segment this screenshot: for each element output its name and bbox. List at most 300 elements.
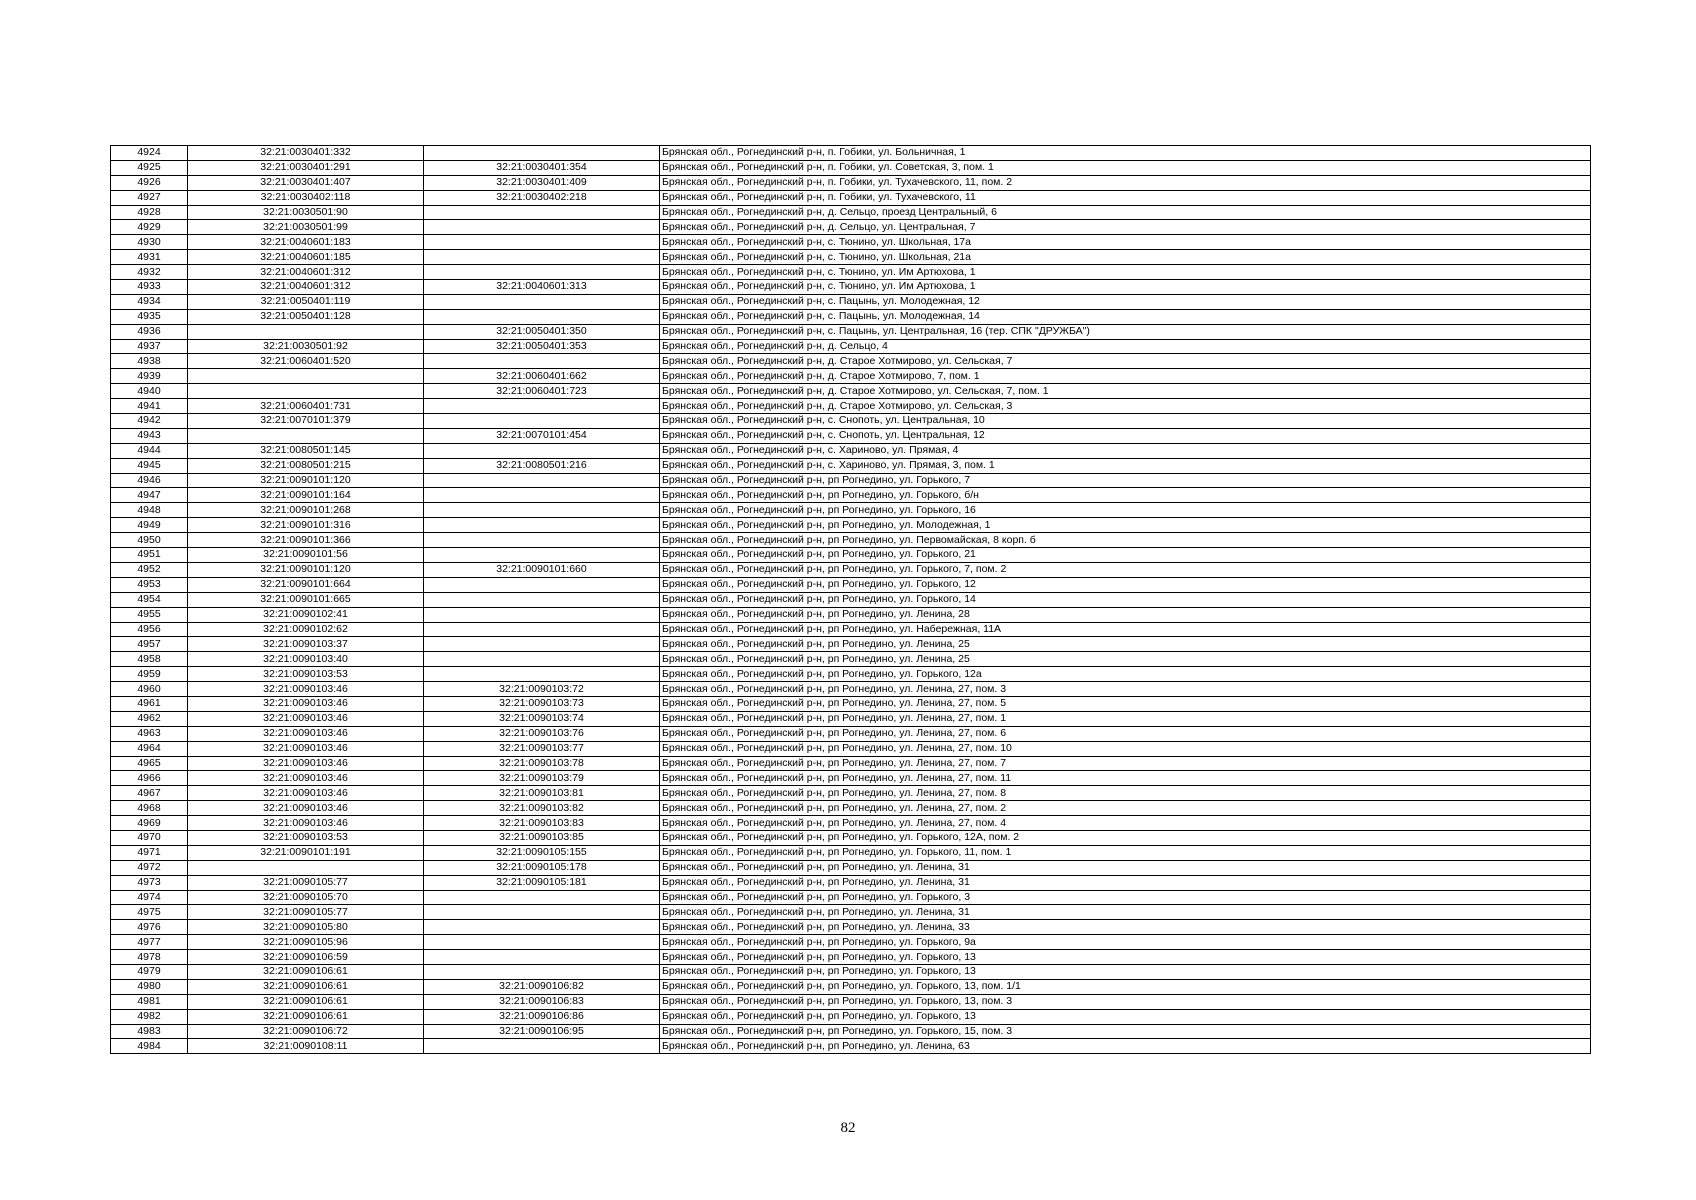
cadastral-number: 32:21:0030401:407 [188, 175, 424, 190]
address: Брянская обл., Рогнединский р-н, с. Пацынь, ул. Молодежная, 14 [660, 309, 1591, 324]
cadastral-number: 32:21:0030401:291 [188, 160, 424, 175]
row-number: 4954 [111, 592, 188, 607]
object-cadastral-number [424, 235, 660, 250]
table-row [111, 875, 1591, 890]
row-number: 4938 [111, 354, 188, 369]
table-row [111, 473, 1591, 488]
object-cadastral-number [424, 964, 660, 979]
table-row [111, 280, 1591, 295]
address: Брянская обл., Рогнединский р-н, д. Старое Хотмирово, ул. Сельская, 7, пом. 1 [660, 384, 1591, 399]
table-row [111, 190, 1591, 205]
cadastral-number: 32:21:0040601:312 [188, 265, 424, 280]
row-number: 4953 [111, 577, 188, 592]
address: Брянская обл., Рогнединский р-н, рп Рогнедино, ул. Горького, 12А, пом. 2 [660, 830, 1591, 845]
address: Брянская обл., Рогнединский р-н, рп Рогнедино, ул. Горького, 13 [660, 950, 1591, 965]
table-row [111, 801, 1591, 816]
table-row [111, 771, 1591, 786]
row-number: 4970 [111, 830, 188, 845]
table-row [111, 235, 1591, 250]
object-cadastral-number [424, 533, 660, 548]
row-number: 4974 [111, 890, 188, 905]
table-row [111, 935, 1591, 950]
cadastral-number: 32:21:0060401:520 [188, 354, 424, 369]
object-cadastral-number: 32:21:0080501:216 [424, 458, 660, 473]
cadastral-number: 32:21:0030501:90 [188, 205, 424, 220]
row-number: 4957 [111, 637, 188, 652]
address: Брянская обл., Рогнединский р-н, рп Рогнедино, ул. Горького, 9а [660, 935, 1591, 950]
address: Брянская обл., Рогнединский р-н, рп Рогнедино, ул. Горького, 12 [660, 577, 1591, 592]
object-cadastral-number: 32:21:0090101:660 [424, 562, 660, 577]
table-row [111, 711, 1591, 726]
row-number: 4983 [111, 1024, 188, 1039]
row-number: 4931 [111, 250, 188, 265]
table-row [111, 994, 1591, 1009]
address: Брянская обл., Рогнединский р-н, рп Рогнедино, ул. Горького, 13 [660, 964, 1591, 979]
cadastral-number [188, 324, 424, 339]
cadastral-number: 32:21:0060401:731 [188, 399, 424, 414]
address: Брянская обл., Рогнединский р-н, рп Рогнедино, ул. Горького, 15, пом. 3 [660, 1024, 1591, 1039]
address: Брянская обл., Рогнединский р-н, рп Рогнедино, ул. Ленина, 27, пом. 6 [660, 726, 1591, 741]
cadastral-number: 32:21:0090105:77 [188, 875, 424, 890]
address: Брянская обл., Рогнединский р-н, рп Рогнедино, ул. Первомайская, 8 корп. б [660, 533, 1591, 548]
table-row [111, 950, 1591, 965]
table-row [111, 205, 1591, 220]
table-row [111, 622, 1591, 637]
object-cadastral-number [424, 592, 660, 607]
row-number: 4942 [111, 414, 188, 429]
row-number: 4941 [111, 399, 188, 414]
object-cadastral-number [424, 890, 660, 905]
address: Брянская обл., Рогнединский р-н, рп Рогнедино, ул. Набережная, 11А [660, 622, 1591, 637]
object-cadastral-number [424, 637, 660, 652]
row-number: 4956 [111, 622, 188, 637]
table-row [111, 860, 1591, 875]
address: Брянская обл., Рогнединский р-н, рп Рогнедино, ул. Горького, 11, пом. 1 [660, 845, 1591, 860]
row-number: 4932 [111, 265, 188, 280]
object-cadastral-number: 32:21:0050401:353 [424, 339, 660, 354]
cadastral-number: 32:21:0090103:53 [188, 830, 424, 845]
address: Брянская обл., Рогнединский р-н, рп Рогнедино, ул. Горького, 13, пом. 1/1 [660, 979, 1591, 994]
table-row [111, 1009, 1591, 1024]
table-row [111, 741, 1591, 756]
address: Брянская обл., Рогнединский р-н, рп Рогнедино, ул. Ленина, 31 [660, 860, 1591, 875]
cadastral-number: 32:21:0090103:37 [188, 637, 424, 652]
table-row [111, 309, 1591, 324]
object-cadastral-number: 32:21:0060401:723 [424, 384, 660, 399]
row-number: 4963 [111, 726, 188, 741]
address: Брянская обл., Рогнединский р-н, с. Хариново, ул. Прямая, 3, пом. 1 [660, 458, 1591, 473]
cadastral-number: 32:21:0030501:99 [188, 220, 424, 235]
row-number: 4948 [111, 503, 188, 518]
object-cadastral-number: 32:21:0050401:350 [424, 324, 660, 339]
cadastral-number: 32:21:0090101:120 [188, 473, 424, 488]
object-cadastral-number [424, 518, 660, 533]
row-number: 4952 [111, 562, 188, 577]
table-body [111, 146, 1591, 1054]
table-row [111, 964, 1591, 979]
cadastral-number: 32:21:0090105:96 [188, 935, 424, 950]
row-number: 4937 [111, 339, 188, 354]
row-number: 4940 [111, 384, 188, 399]
object-cadastral-number: 32:21:0090103:83 [424, 816, 660, 831]
row-number: 4975 [111, 905, 188, 920]
cadastral-number: 32:21:0090106:61 [188, 979, 424, 994]
cadastral-number: 32:21:0090105:70 [188, 890, 424, 905]
row-number: 4939 [111, 369, 188, 384]
row-number: 4955 [111, 607, 188, 622]
object-cadastral-number: 32:21:0090106:82 [424, 979, 660, 994]
address: Брянская обл., Рогнединский р-н, рп Рогнедино, ул. Ленина, 31 [660, 905, 1591, 920]
table-row [111, 533, 1591, 548]
property-register-table [110, 145, 1591, 1054]
cadastral-number [188, 860, 424, 875]
address: Брянская обл., Рогнединский р-н, с. Тюнино, ул. Школьная, 21а [660, 250, 1591, 265]
object-cadastral-number: 32:21:0030402:218 [424, 190, 660, 205]
table-row [111, 920, 1591, 935]
row-number: 4967 [111, 786, 188, 801]
cadastral-number: 32:21:0090103:46 [188, 711, 424, 726]
table-row [111, 503, 1591, 518]
address: Брянская обл., Рогнединский р-н, рп Рогнедино, ул. Горького, 13, пом. 3 [660, 994, 1591, 1009]
address: Брянская обл., Рогнединский р-н, рп Рогнедино, ул. Горького, 7 [660, 473, 1591, 488]
table-row [111, 488, 1591, 503]
address: Брянская обл., Рогнединский р-н, рп Рогнедино, ул. Горького, 3 [660, 890, 1591, 905]
object-cadastral-number [424, 309, 660, 324]
address: Брянская обл., Рогнединский р-н, д. Сельцо, ул. Центральная, 7 [660, 220, 1591, 235]
cadastral-number: 32:21:0070101:379 [188, 414, 424, 429]
cadastral-number: 32:21:0090108:11 [188, 1039, 424, 1054]
address: Брянская обл., Рогнединский р-н, рп Рогнедино, ул. Горького, б/н [660, 488, 1591, 503]
object-cadastral-number: 32:21:0070101:454 [424, 428, 660, 443]
object-cadastral-number: 32:21:0090103:79 [424, 771, 660, 786]
address: Брянская обл., Рогнединский р-н, рп Рогнедино, ул. Ленина, 31 [660, 875, 1591, 890]
row-number: 4977 [111, 935, 188, 950]
address: Брянская обл., Рогнединский р-н, рп Рогнедино, ул. Ленина, 25 [660, 637, 1591, 652]
table-row [111, 667, 1591, 682]
object-cadastral-number [424, 265, 660, 280]
row-number: 4976 [111, 920, 188, 935]
object-cadastral-number: 32:21:0090105:181 [424, 875, 660, 890]
address: Брянская обл., Рогнединский р-н, рп Рогнедино, ул. Ленина, 63 [660, 1039, 1591, 1054]
cadastral-number: 32:21:0090101:120 [188, 562, 424, 577]
address: Брянская обл., Рогнединский р-н, рп Рогнедино, ул. Ленина, 27, пом. 7 [660, 756, 1591, 771]
cadastral-number [188, 369, 424, 384]
address: Брянская обл., Рогнединский р-н, рп Рогнедино, ул. Ленина, 27, пом. 2 [660, 801, 1591, 816]
address: Брянская обл., Рогнединский р-н, рп Рогнедино, ул. Горького, 13 [660, 1009, 1591, 1024]
table-row [111, 845, 1591, 860]
address: Брянская обл., Рогнединский р-н, с. Тюнино, ул. Школьная, 17а [660, 235, 1591, 250]
table-row [111, 562, 1591, 577]
object-cadastral-number [424, 443, 660, 458]
row-number: 4971 [111, 845, 188, 860]
cadastral-number: 32:21:0090103:46 [188, 771, 424, 786]
table-row [111, 890, 1591, 905]
object-cadastral-number [424, 146, 660, 161]
address: Брянская обл., Рогнединский р-н, рп Рогнедино, ул. Горького, 7, пом. 2 [660, 562, 1591, 577]
cadastral-number: 32:21:0080501:215 [188, 458, 424, 473]
object-cadastral-number [424, 577, 660, 592]
row-number: 4962 [111, 711, 188, 726]
table-row [111, 682, 1591, 697]
table-row [111, 220, 1591, 235]
cadastral-number: 32:21:0090101:164 [188, 488, 424, 503]
cadastral-number: 32:21:0090101:664 [188, 577, 424, 592]
table-row [111, 1039, 1591, 1054]
cadastral-number: 32:21:0090101:366 [188, 533, 424, 548]
address: Брянская обл., Рогнединский р-н, рп Рогнедино, ул. Ленина, 27, пом. 10 [660, 741, 1591, 756]
address: Брянская обл., Рогнединский р-н, рп Рогнедино, ул. Ленина, 25 [660, 652, 1591, 667]
row-number: 4959 [111, 667, 188, 682]
address: Брянская обл., Рогнединский р-н, с. Пацынь, ул. Центральная, 16 (тер. СПК "ДРУЖБА") [660, 324, 1591, 339]
cadastral-number: 32:21:0090106:72 [188, 1024, 424, 1039]
table-row [111, 786, 1591, 801]
object-cadastral-number [424, 652, 660, 667]
address: Брянская обл., Рогнединский р-н, д. Старое Хотмирово, ул. Сельская, 7 [660, 354, 1591, 369]
address: Брянская обл., Рогнединский р-н, с. Хариново, ул. Прямая, 4 [660, 443, 1591, 458]
row-number: 4978 [111, 950, 188, 965]
row-number: 4979 [111, 964, 188, 979]
object-cadastral-number: 32:21:0090105:155 [424, 845, 660, 860]
table-row [111, 146, 1591, 161]
cadastral-number: 32:21:0090103:46 [188, 726, 424, 741]
object-cadastral-number [424, 920, 660, 935]
object-cadastral-number [424, 503, 660, 518]
object-cadastral-number: 32:21:0090103:73 [424, 696, 660, 711]
object-cadastral-number: 32:21:0090103:81 [424, 786, 660, 801]
cadastral-number: 32:21:0090105:77 [188, 905, 424, 920]
row-number: 4980 [111, 979, 188, 994]
cadastral-number: 32:21:0050401:128 [188, 309, 424, 324]
table-row [111, 816, 1591, 831]
row-number: 4930 [111, 235, 188, 250]
cadastral-number: 32:21:0090101:665 [188, 592, 424, 607]
cadastral-number: 32:21:0090106:59 [188, 950, 424, 965]
address: Брянская обл., Рогнединский р-н, с. Снопоть, ул. Центральная, 10 [660, 414, 1591, 429]
address: Брянская обл., Рогнединский р-н, с. Снопоть, ул. Центральная, 12 [660, 428, 1591, 443]
address: Брянская обл., Рогнединский р-н, п. Гобики, ул. Тухачевского, 11, пом. 2 [660, 175, 1591, 190]
object-cadastral-number [424, 607, 660, 622]
cadastral-number: 32:21:0090106:61 [188, 1009, 424, 1024]
object-cadastral-number [424, 294, 660, 309]
table-row [111, 756, 1591, 771]
table-row [111, 652, 1591, 667]
row-number: 4984 [111, 1039, 188, 1054]
cadastral-number: 32:21:0090103:46 [188, 741, 424, 756]
object-cadastral-number [424, 250, 660, 265]
cadastral-number: 32:21:0090101:56 [188, 548, 424, 563]
object-cadastral-number: 32:21:0040601:313 [424, 280, 660, 295]
row-number: 4982 [111, 1009, 188, 1024]
address: Брянская обл., Рогнединский р-н, с. Пацынь, ул. Молодежная, 12 [660, 294, 1591, 309]
cadastral-number: 32:21:0090102:41 [188, 607, 424, 622]
page-number: 82 [840, 1120, 856, 1136]
cadastral-number: 32:21:0040601:183 [188, 235, 424, 250]
table-row [111, 339, 1591, 354]
address: Брянская обл., Рогнединский р-н, рп Рогнедино, ул. Горького, 21 [660, 548, 1591, 563]
table-row [111, 637, 1591, 652]
address: Брянская обл., Рогнединский р-н, рп Рогнедино, ул. Ленина, 27, пом. 3 [660, 682, 1591, 697]
row-number: 4981 [111, 994, 188, 1009]
table-row [111, 324, 1591, 339]
address: Брянская обл., Рогнединский р-н, п. Гобики, ул. Больничная, 1 [660, 146, 1591, 161]
address: Брянская обл., Рогнединский р-н, с. Тюнино, ул. Им Артюхова, 1 [660, 265, 1591, 280]
row-number: 4925 [111, 160, 188, 175]
cadastral-number: 32:21:0090103:46 [188, 801, 424, 816]
address: Брянская обл., Рогнединский р-н, рп Рогнедино, ул. Горького, 14 [660, 592, 1591, 607]
cadastral-number: 32:21:0090106:61 [188, 964, 424, 979]
object-cadastral-number: 32:21:0090103:76 [424, 726, 660, 741]
cadastral-number: 32:21:0090103:46 [188, 816, 424, 831]
address: Брянская обл., Рогнединский р-н, д. Сельцо, проезд Центральный, 6 [660, 205, 1591, 220]
address: Брянская обл., Рогнединский р-н, рп Рогнедино, ул. Горького, 16 [660, 503, 1591, 518]
table-row [111, 414, 1591, 429]
object-cadastral-number: 32:21:0090103:74 [424, 711, 660, 726]
cadastral-number: 32:21:0080501:145 [188, 443, 424, 458]
cadastral-number: 32:21:0040601:185 [188, 250, 424, 265]
row-number: 4961 [111, 696, 188, 711]
table-row [111, 979, 1591, 994]
table-row [111, 696, 1591, 711]
row-number: 4946 [111, 473, 188, 488]
row-number: 4947 [111, 488, 188, 503]
object-cadastral-number: 32:21:0090103:72 [424, 682, 660, 697]
row-number: 4927 [111, 190, 188, 205]
object-cadastral-number [424, 935, 660, 950]
cadastral-number: 32:21:0090103:46 [188, 696, 424, 711]
row-number: 4950 [111, 533, 188, 548]
row-number: 4964 [111, 741, 188, 756]
row-number: 4951 [111, 548, 188, 563]
table-row [111, 726, 1591, 741]
address: Брянская обл., Рогнединский р-н, рп Рогнедино, ул. Молодежная, 1 [660, 518, 1591, 533]
object-cadastral-number: 32:21:0090103:77 [424, 741, 660, 756]
cadastral-number [188, 428, 424, 443]
cadastral-number: 32:21:0090101:191 [188, 845, 424, 860]
table-row [111, 399, 1591, 414]
address: Брянская обл., Рогнединский р-н, д. Сельцо, 4 [660, 339, 1591, 354]
row-number: 4933 [111, 280, 188, 295]
row-number: 4968 [111, 801, 188, 816]
address: Брянская обл., Рогнединский р-н, рп Рогнедино, ул. Ленина, 27, пом. 1 [660, 711, 1591, 726]
address: Брянская обл., Рогнединский р-н, д. Старое Хотмирово, 7, пом. 1 [660, 369, 1591, 384]
cadastral-number: 32:21:0050401:119 [188, 294, 424, 309]
table-row [111, 905, 1591, 920]
row-number: 4960 [111, 682, 188, 697]
address: Брянская обл., Рогнединский р-н, с. Тюнино, ул. Им Артюхова, 1 [660, 280, 1591, 295]
row-number: 4966 [111, 771, 188, 786]
object-cadastral-number [424, 473, 660, 488]
cadastral-number: 32:21:0090106:61 [188, 994, 424, 1009]
table-row [111, 384, 1591, 399]
cadastral-number: 32:21:0030401:332 [188, 146, 424, 161]
object-cadastral-number [424, 414, 660, 429]
row-number: 4926 [111, 175, 188, 190]
row-number: 4928 [111, 205, 188, 220]
cadastral-number: 32:21:0090102:62 [188, 622, 424, 637]
row-number: 4934 [111, 294, 188, 309]
cadastral-number: 32:21:0090103:40 [188, 652, 424, 667]
object-cadastral-number: 32:21:0090103:82 [424, 801, 660, 816]
cadastral-number: 32:21:0090101:268 [188, 503, 424, 518]
object-cadastral-number: 32:21:0090103:85 [424, 830, 660, 845]
address: Брянская обл., Рогнединский р-н, д. Старое Хотмирово, ул. Сельская, 3 [660, 399, 1591, 414]
cadastral-number: 32:21:0090103:53 [188, 667, 424, 682]
object-cadastral-number [424, 1039, 660, 1054]
object-cadastral-number [424, 399, 660, 414]
address: Брянская обл., Рогнединский р-н, п. Гобики, ул. Советская, 3, пом. 1 [660, 160, 1591, 175]
object-cadastral-number: 32:21:0090106:83 [424, 994, 660, 1009]
cadastral-number [188, 384, 424, 399]
table-row [111, 458, 1591, 473]
row-number: 4949 [111, 518, 188, 533]
address: Брянская обл., Рогнединский р-н, рп Рогнедино, ул. Ленина, 27, пом. 11 [660, 771, 1591, 786]
table-row [111, 577, 1591, 592]
table-row [111, 607, 1591, 622]
address: Брянская обл., Рогнединский р-н, рп Рогнедино, ул. Горького, 12а [660, 667, 1591, 682]
row-number: 4965 [111, 756, 188, 771]
row-number: 4944 [111, 443, 188, 458]
table-row [111, 294, 1591, 309]
object-cadastral-number: 32:21:0090106:86 [424, 1009, 660, 1024]
object-cadastral-number [424, 205, 660, 220]
table-row [111, 354, 1591, 369]
object-cadastral-number: 32:21:0090103:78 [424, 756, 660, 771]
table-row [111, 250, 1591, 265]
cadastral-number: 32:21:0090103:46 [188, 756, 424, 771]
address: Брянская обл., Рогнединский р-н, рп Рогнедино, ул. Ленина, 33 [660, 920, 1591, 935]
table-row [111, 443, 1591, 458]
cadastral-number: 32:21:0040601:312 [188, 280, 424, 295]
object-cadastral-number: 32:21:0030401:354 [424, 160, 660, 175]
row-number: 4958 [111, 652, 188, 667]
table-row [111, 369, 1591, 384]
row-number: 4929 [111, 220, 188, 235]
object-cadastral-number [424, 905, 660, 920]
row-number: 4973 [111, 875, 188, 890]
address: Брянская обл., Рогнединский р-н, рп Рогнедино, ул. Ленина, 27, пом. 4 [660, 816, 1591, 831]
table-row [111, 428, 1591, 443]
object-cadastral-number: 32:21:0090106:95 [424, 1024, 660, 1039]
object-cadastral-number [424, 354, 660, 369]
table-row [111, 175, 1591, 190]
address: Брянская обл., Рогнединский р-н, рп Рогнедино, ул. Ленина, 27, пом. 5 [660, 696, 1591, 711]
object-cadastral-number: 32:21:0030401:409 [424, 175, 660, 190]
address: Брянская обл., Рогнединский р-н, рп Рогнедино, ул. Ленина, 28 [660, 607, 1591, 622]
object-cadastral-number [424, 950, 660, 965]
row-number: 4969 [111, 816, 188, 831]
cadastral-number: 32:21:0090103:46 [188, 786, 424, 801]
table-row [111, 518, 1591, 533]
cadastral-number: 32:21:0090105:80 [188, 920, 424, 935]
row-number: 4935 [111, 309, 188, 324]
table-row [111, 1024, 1591, 1039]
row-number: 4972 [111, 860, 188, 875]
object-cadastral-number [424, 548, 660, 563]
address: Брянская обл., Рогнединский р-н, рп Рогнедино, ул. Ленина, 27, пом. 8 [660, 786, 1591, 801]
object-cadastral-number [424, 622, 660, 637]
object-cadastral-number [424, 488, 660, 503]
table-row [111, 265, 1591, 280]
address: Брянская обл., Рогнединский р-н, п. Гобики, ул. Тухачевского, 11 [660, 190, 1591, 205]
row-number: 4945 [111, 458, 188, 473]
object-cadastral-number: 32:21:0060401:662 [424, 369, 660, 384]
row-number: 4924 [111, 146, 188, 161]
object-cadastral-number [424, 220, 660, 235]
table-row [111, 592, 1591, 607]
cadastral-number: 32:21:0090103:46 [188, 682, 424, 697]
table-row [111, 548, 1591, 563]
cadastral-number: 32:21:0030402:118 [188, 190, 424, 205]
